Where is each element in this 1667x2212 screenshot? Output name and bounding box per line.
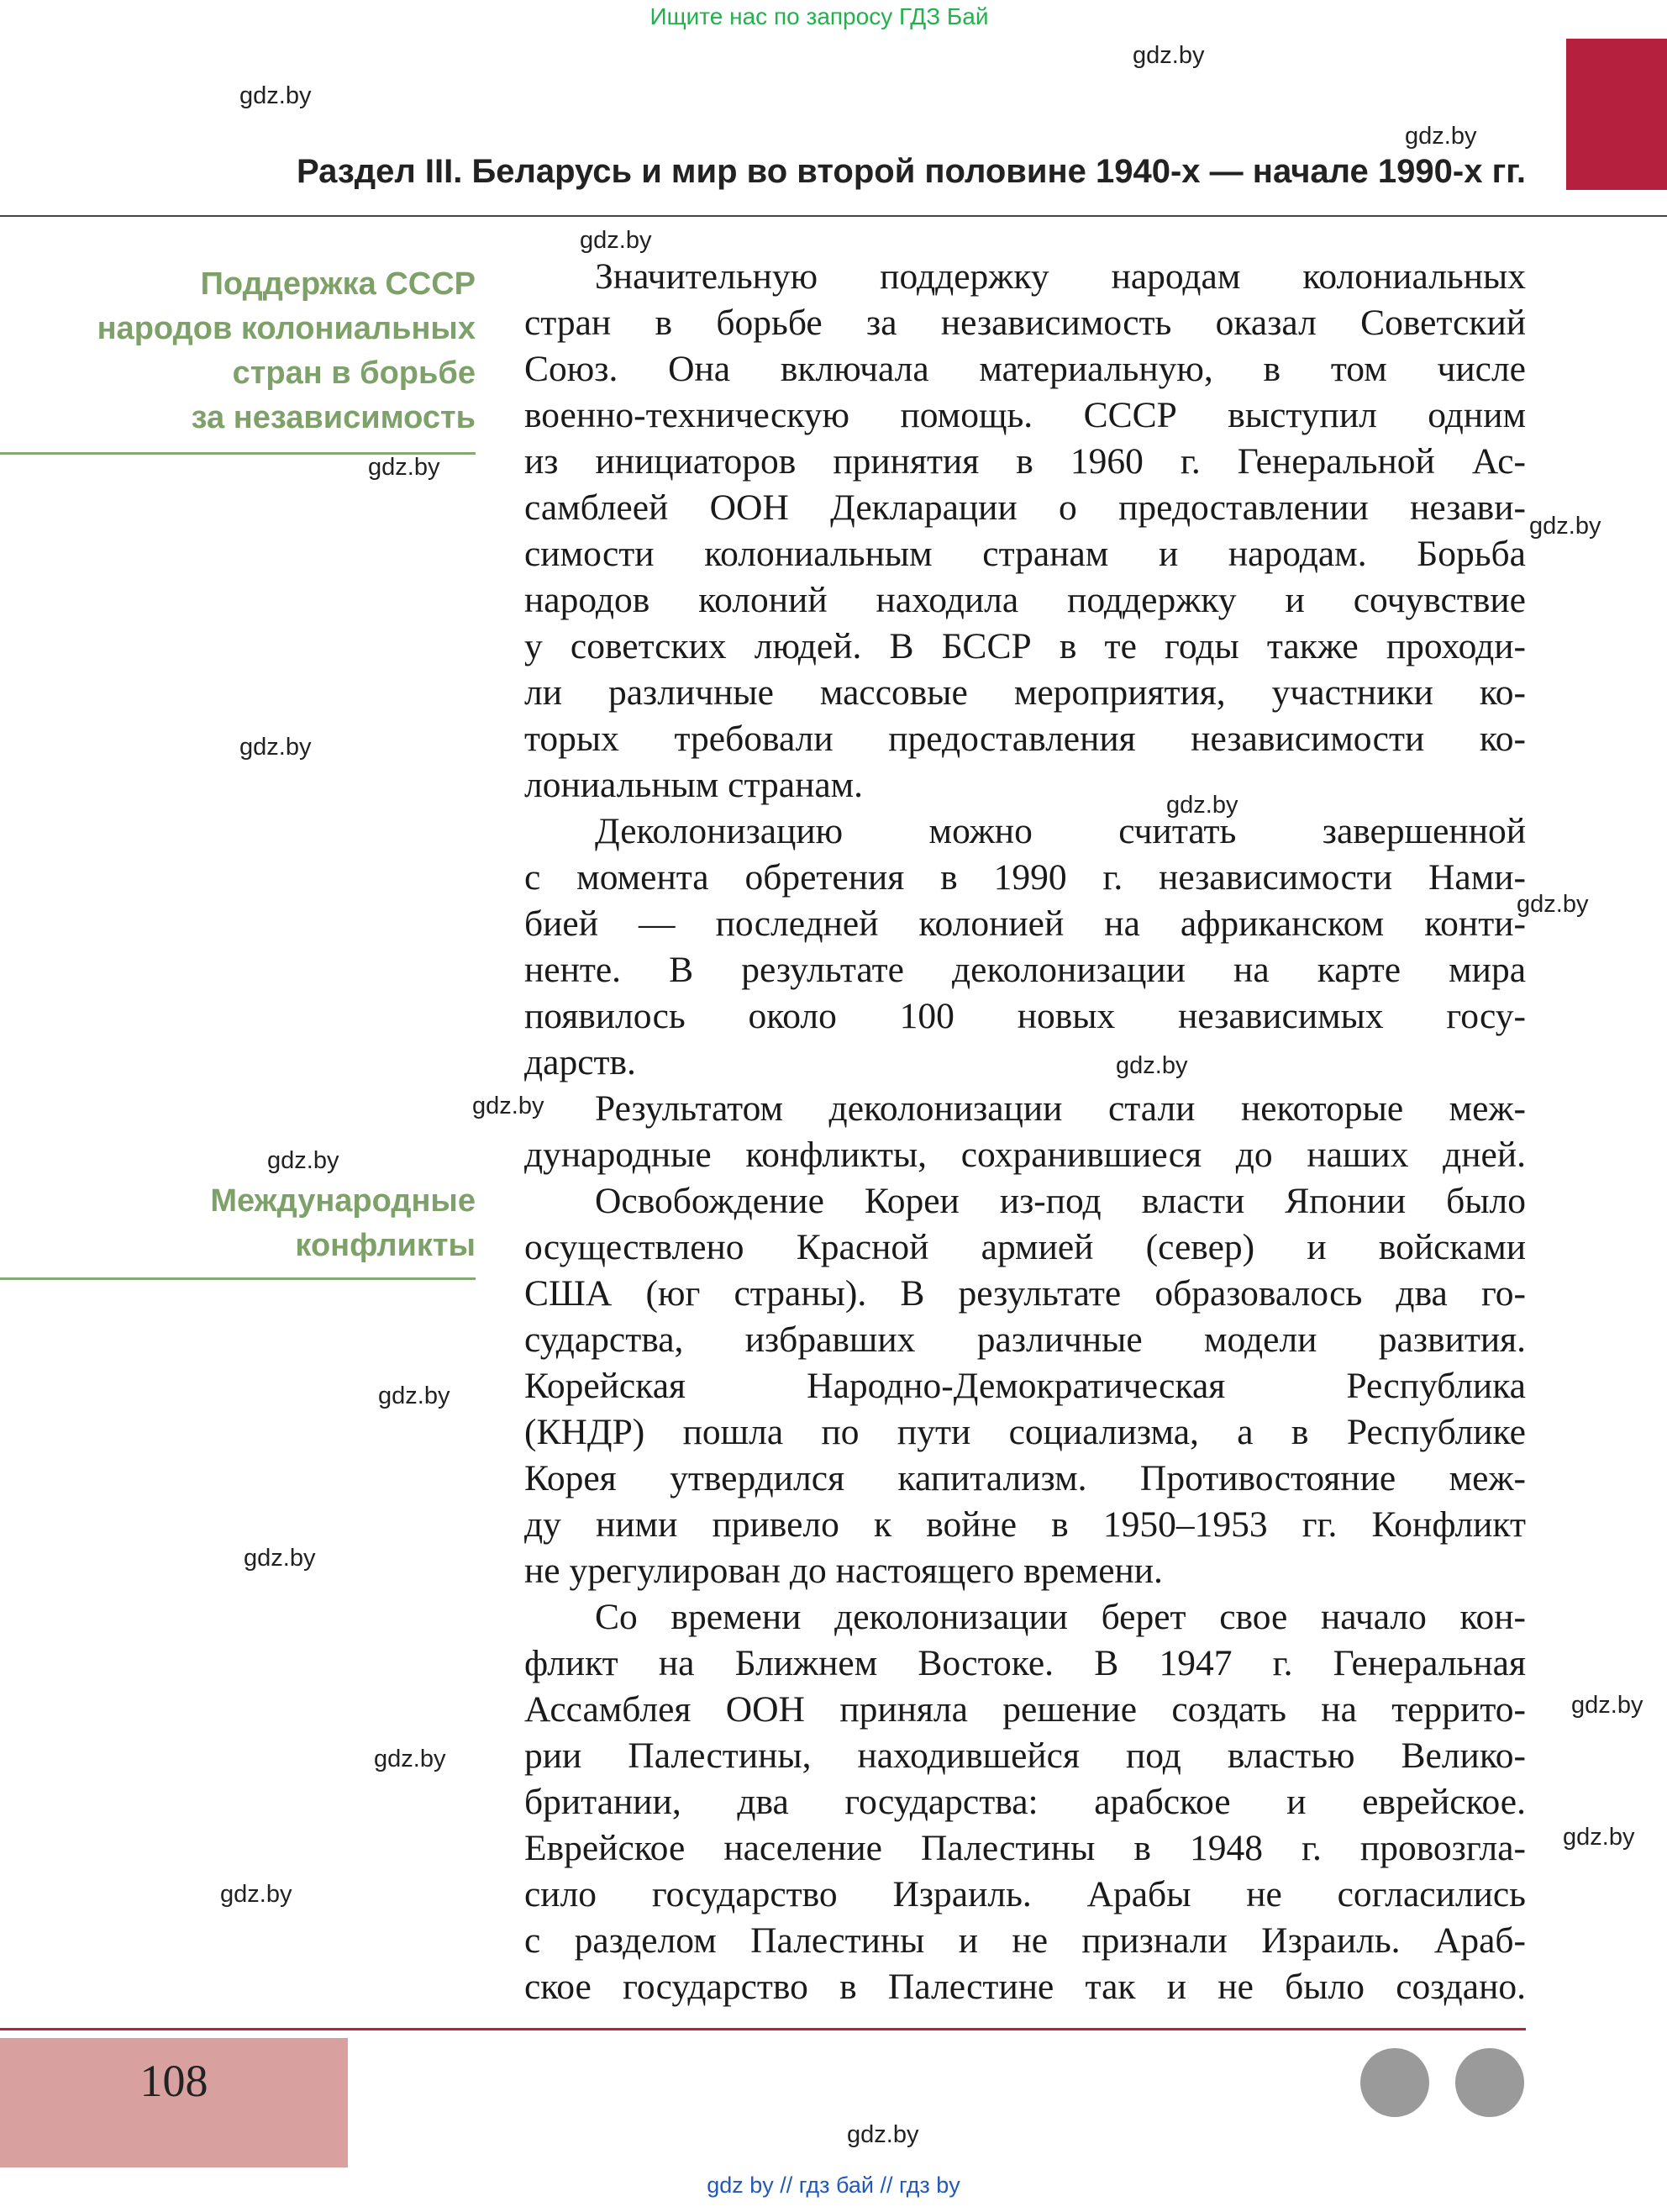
text-line: Корейская Народно-Демократическая Республика (524, 1366, 1526, 1406)
header-divider (0, 215, 1667, 217)
text-line: дарств. (524, 1042, 636, 1082)
section-title: Раздел III. Беларусь и мир во второй половине 1940-х — начале 1990-х гг. (296, 153, 1526, 190)
text-line: Значительную поддержку народам колониальных (595, 256, 1526, 297)
text-line: лониальным странам. (524, 765, 864, 805)
watermark: gdz.by (1563, 1824, 1635, 1851)
circle-icon (1455, 2048, 1524, 2117)
watermark: gdz.by (378, 1382, 450, 1409)
watermark: gdz.by (1405, 123, 1477, 150)
text-line: Еврейское население Палестины в 1948 г. провозгла- (524, 1828, 1526, 1868)
text-line: у советских людей. В БССР в те годы также проходи- (524, 626, 1526, 666)
text-line: Освобождение Кореи из-под власти Японии было (595, 1181, 1526, 1221)
side-heading-line: за независимость (191, 400, 476, 435)
main-text (524, 254, 1526, 2010)
section-color-tab (1566, 39, 1667, 190)
text-line: ли различные массовые мероприятия, участники ко- (524, 672, 1526, 713)
watermark: gdz.by (1166, 792, 1238, 819)
side-heading-international-conflicts (210, 1179, 476, 1268)
text-line: США (юг страны). В результате образовалось два го- (524, 1273, 1526, 1314)
text-line: фликт на Ближнем Востоке. В 1947 г. Генеральная (524, 1643, 1526, 1683)
footer-divider (0, 2028, 1526, 2030)
side-heading-line: Международные (210, 1183, 476, 1219)
text-line: дународные конфликты, сохранившиеся до наших дней. (524, 1135, 1526, 1175)
watermark: gdz.by (1133, 42, 1205, 69)
watermark: gdz.by (847, 2121, 919, 2148)
text-line: британии, два государства: арабское и еврейское. (524, 1782, 1526, 1822)
text-line: рии Палестины, находившейся под властью Велико- (524, 1735, 1526, 1776)
text-line: торых требовали предоставления независимости ко- (524, 719, 1526, 759)
watermark: gdz.by (374, 1746, 446, 1772)
text-line: (КНДР) пошла по пути социализма, а в Республике (524, 1412, 1526, 1452)
side-heading-line: конфликты (295, 1228, 476, 1263)
text-line: с разделом Палестины и не признали Израиль. Араб- (524, 1920, 1526, 1961)
text-line: симости колониальным странам и народам. Борьба (524, 534, 1526, 574)
side-heading-divider (0, 1277, 476, 1280)
text-line: стран в борьбе за независимость оказал Советский (524, 303, 1526, 343)
text-line: Результатом деколонизации стали некоторые меж- (595, 1088, 1526, 1129)
side-heading-colonial-support (97, 262, 476, 440)
promo-banner[interactable]: Ищите нас по запросу ГДЗ Бай (649, 3, 989, 29)
text-line: бией — последней колонией на африканском конти- (524, 903, 1526, 944)
watermark: gdz.by (1116, 1052, 1188, 1079)
watermark: gdz.by (1529, 513, 1601, 540)
watermark: gdz.by (580, 227, 652, 254)
footer-links[interactable]: gdz by // гдз бай // гдз by (707, 2172, 960, 2198)
text-line: Ассамблея ООН приняла решение создать на террито- (524, 1689, 1526, 1730)
side-heading-line: Поддержка СССР (200, 266, 476, 302)
watermark: gdz.by (244, 1545, 316, 1572)
text-line: сударства, избравших различные модели развития. (524, 1319, 1526, 1360)
watermark: gdz.by (368, 454, 440, 481)
watermark: gdz.by (1517, 891, 1589, 918)
text-line: ненте. В результате деколонизации на карте мира (524, 950, 1526, 990)
text-line: ду ними привело к войне в 1950–1953 гг. Конфликт (524, 1504, 1526, 1545)
text-line: сило государство Израиль. Арабы не согласились (524, 1874, 1526, 1914)
text-line: появилось около 100 новых независимых госу- (524, 996, 1526, 1036)
text-line: народов колоний находила поддержку и сочувствие (524, 580, 1526, 620)
text-line: осуществлено Красной армией (север) и войсками (524, 1227, 1526, 1267)
circle-icon (1360, 2048, 1429, 2117)
side-heading-line: стран в борьбе (232, 356, 476, 391)
text-line: ское государство в Палестине так и не было создано. (524, 1967, 1526, 2007)
watermark: gdz.by (472, 1093, 544, 1119)
text-line: самблеей ООН Декларации о предоставлении незави- (524, 487, 1526, 528)
text-line: с момента обретения в 1990 г. независимости Нами- (524, 857, 1526, 898)
watermark: gdz.by (267, 1147, 339, 1174)
text-line: Корея утвердился капитализм. Противостояние меж- (524, 1458, 1526, 1498)
watermark: gdz.by (1571, 1692, 1643, 1719)
watermark: gdz.by (239, 734, 312, 761)
text-line: военно-техническую помощь. СССР выступил одним (524, 395, 1526, 435)
watermark: gdz.by (220, 1881, 292, 1908)
text-line: Со времени деколонизации берет свое начало кон- (595, 1597, 1526, 1637)
text-line: Деколонизацию можно считать завершенной (595, 811, 1526, 851)
side-heading-line: народов колониальных (97, 311, 476, 346)
text-line: из инициаторов принятия в 1960 г. Генеральной Ас- (524, 441, 1526, 482)
text-line: Союз. Она включала материальную, в том числе (524, 349, 1526, 389)
page-number: 108 (139, 2056, 208, 2106)
watermark: gdz.by (239, 82, 312, 109)
text-line: не урегулирован до настоящего времени. (524, 1551, 1163, 1591)
